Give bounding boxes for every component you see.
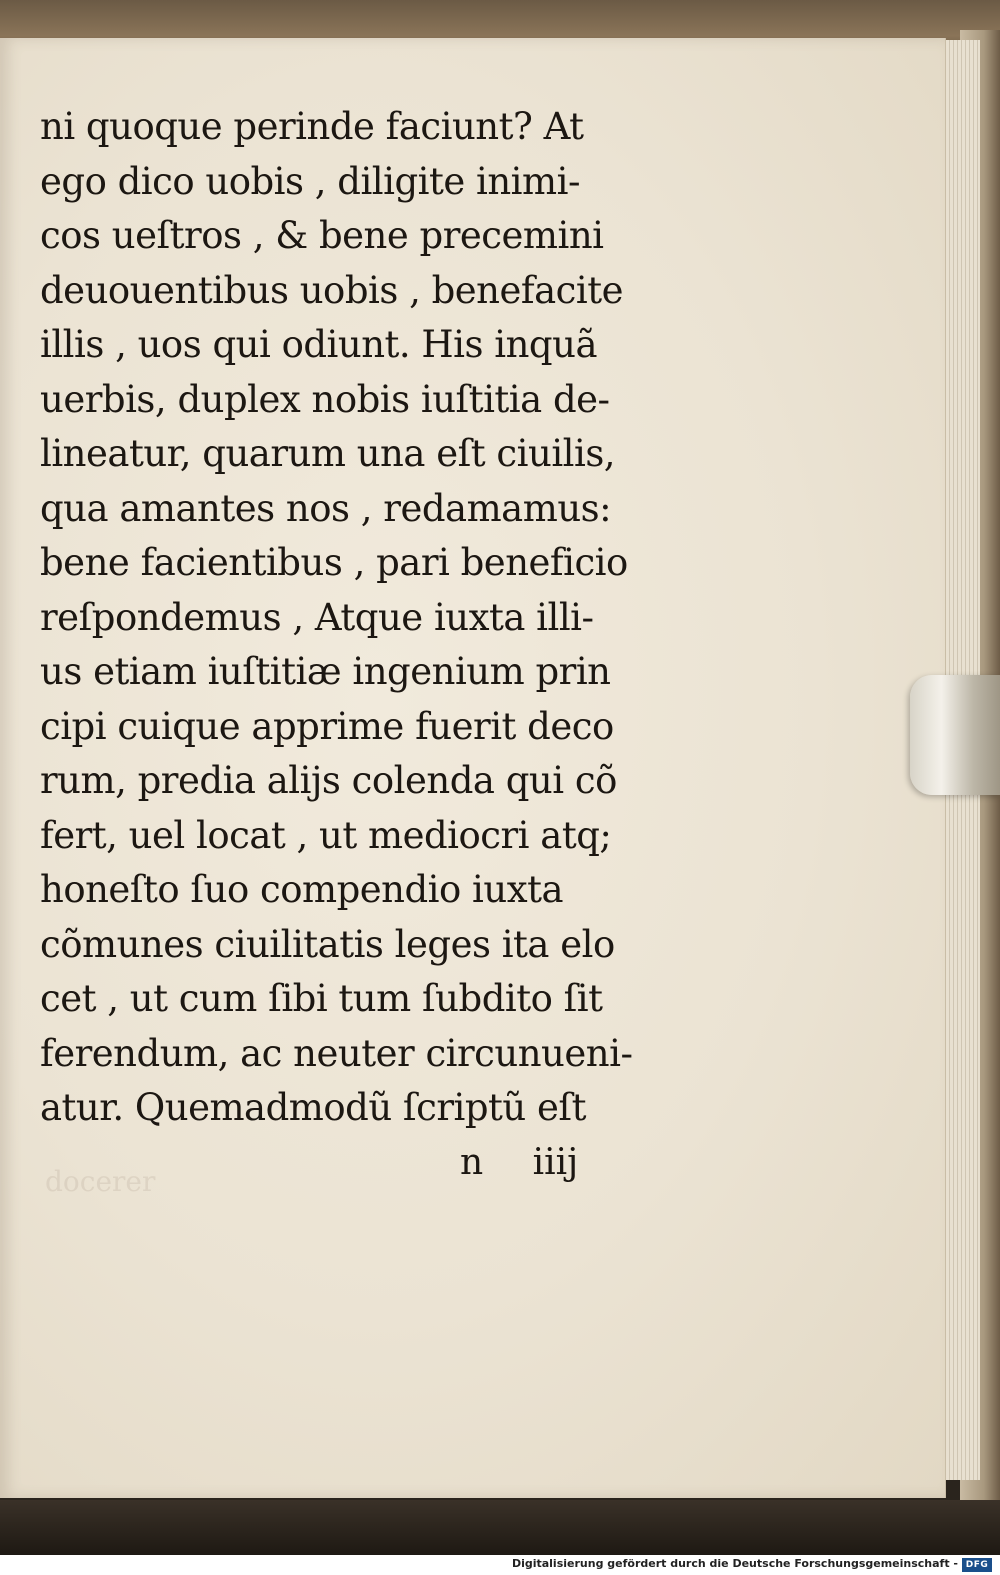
text-line: atur. Quemadmodũ ſcriptũ eſt — [40, 1086, 586, 1129]
text-line: bene facientibus , pari beneficio — [40, 541, 628, 584]
text-line: deuouentibus uobis , benefacite — [40, 268, 623, 312]
text-line: cet , ut cum ſibi tum ſubdito ſit — [40, 977, 603, 1020]
text-line: ni quoque perinde faciunt? At — [40, 105, 584, 148]
text-line: fert, uel locat , ut mediocri atq; — [40, 813, 612, 857]
funding-credit: Digitalisierung gefördert durch die Deutsche Forschungsgemeinschaft - — [511, 1557, 958, 1570]
text-line: us etiam iuſtitiæ ingenium prin — [40, 650, 611, 693]
book-bottom-edge — [0, 1500, 1000, 1555]
text-line: cipi cuique apprime fuerit deco — [40, 704, 614, 748]
text-line: honeſto ſuo compendio iuxta — [40, 868, 563, 911]
text-line: illis , uos qui odiunt. His inquã — [40, 323, 597, 366]
page-clip — [910, 675, 1000, 795]
signature-mark: n iiij — [460, 1142, 579, 1183]
text-line: rum, predia alijs colenda qui cõ — [40, 759, 617, 802]
dfg-logo: DFG — [962, 1558, 992, 1572]
text-line: ferendum, ac neuter circunueni- — [40, 1031, 633, 1075]
text-line: qua amantes nos , redamamus: — [40, 486, 612, 530]
text-line: uerbis, duplex nobis iuſtitia de- — [40, 377, 610, 421]
page-text — [40, 100, 665, 1136]
text-line: lineatur, quarum una eſt ciuilis, — [40, 432, 616, 475]
text-line: cõmunes ciuilitatis leges ita elo — [40, 922, 615, 966]
show-through-text: docerer — [45, 1165, 156, 1198]
text-line: cos ueſtros , & bene precemini — [40, 214, 604, 257]
text-line: reſpondemus , Atque iuxta illi- — [40, 595, 594, 639]
text-line: ego dico uobis , diligite inimi- — [40, 159, 580, 203]
